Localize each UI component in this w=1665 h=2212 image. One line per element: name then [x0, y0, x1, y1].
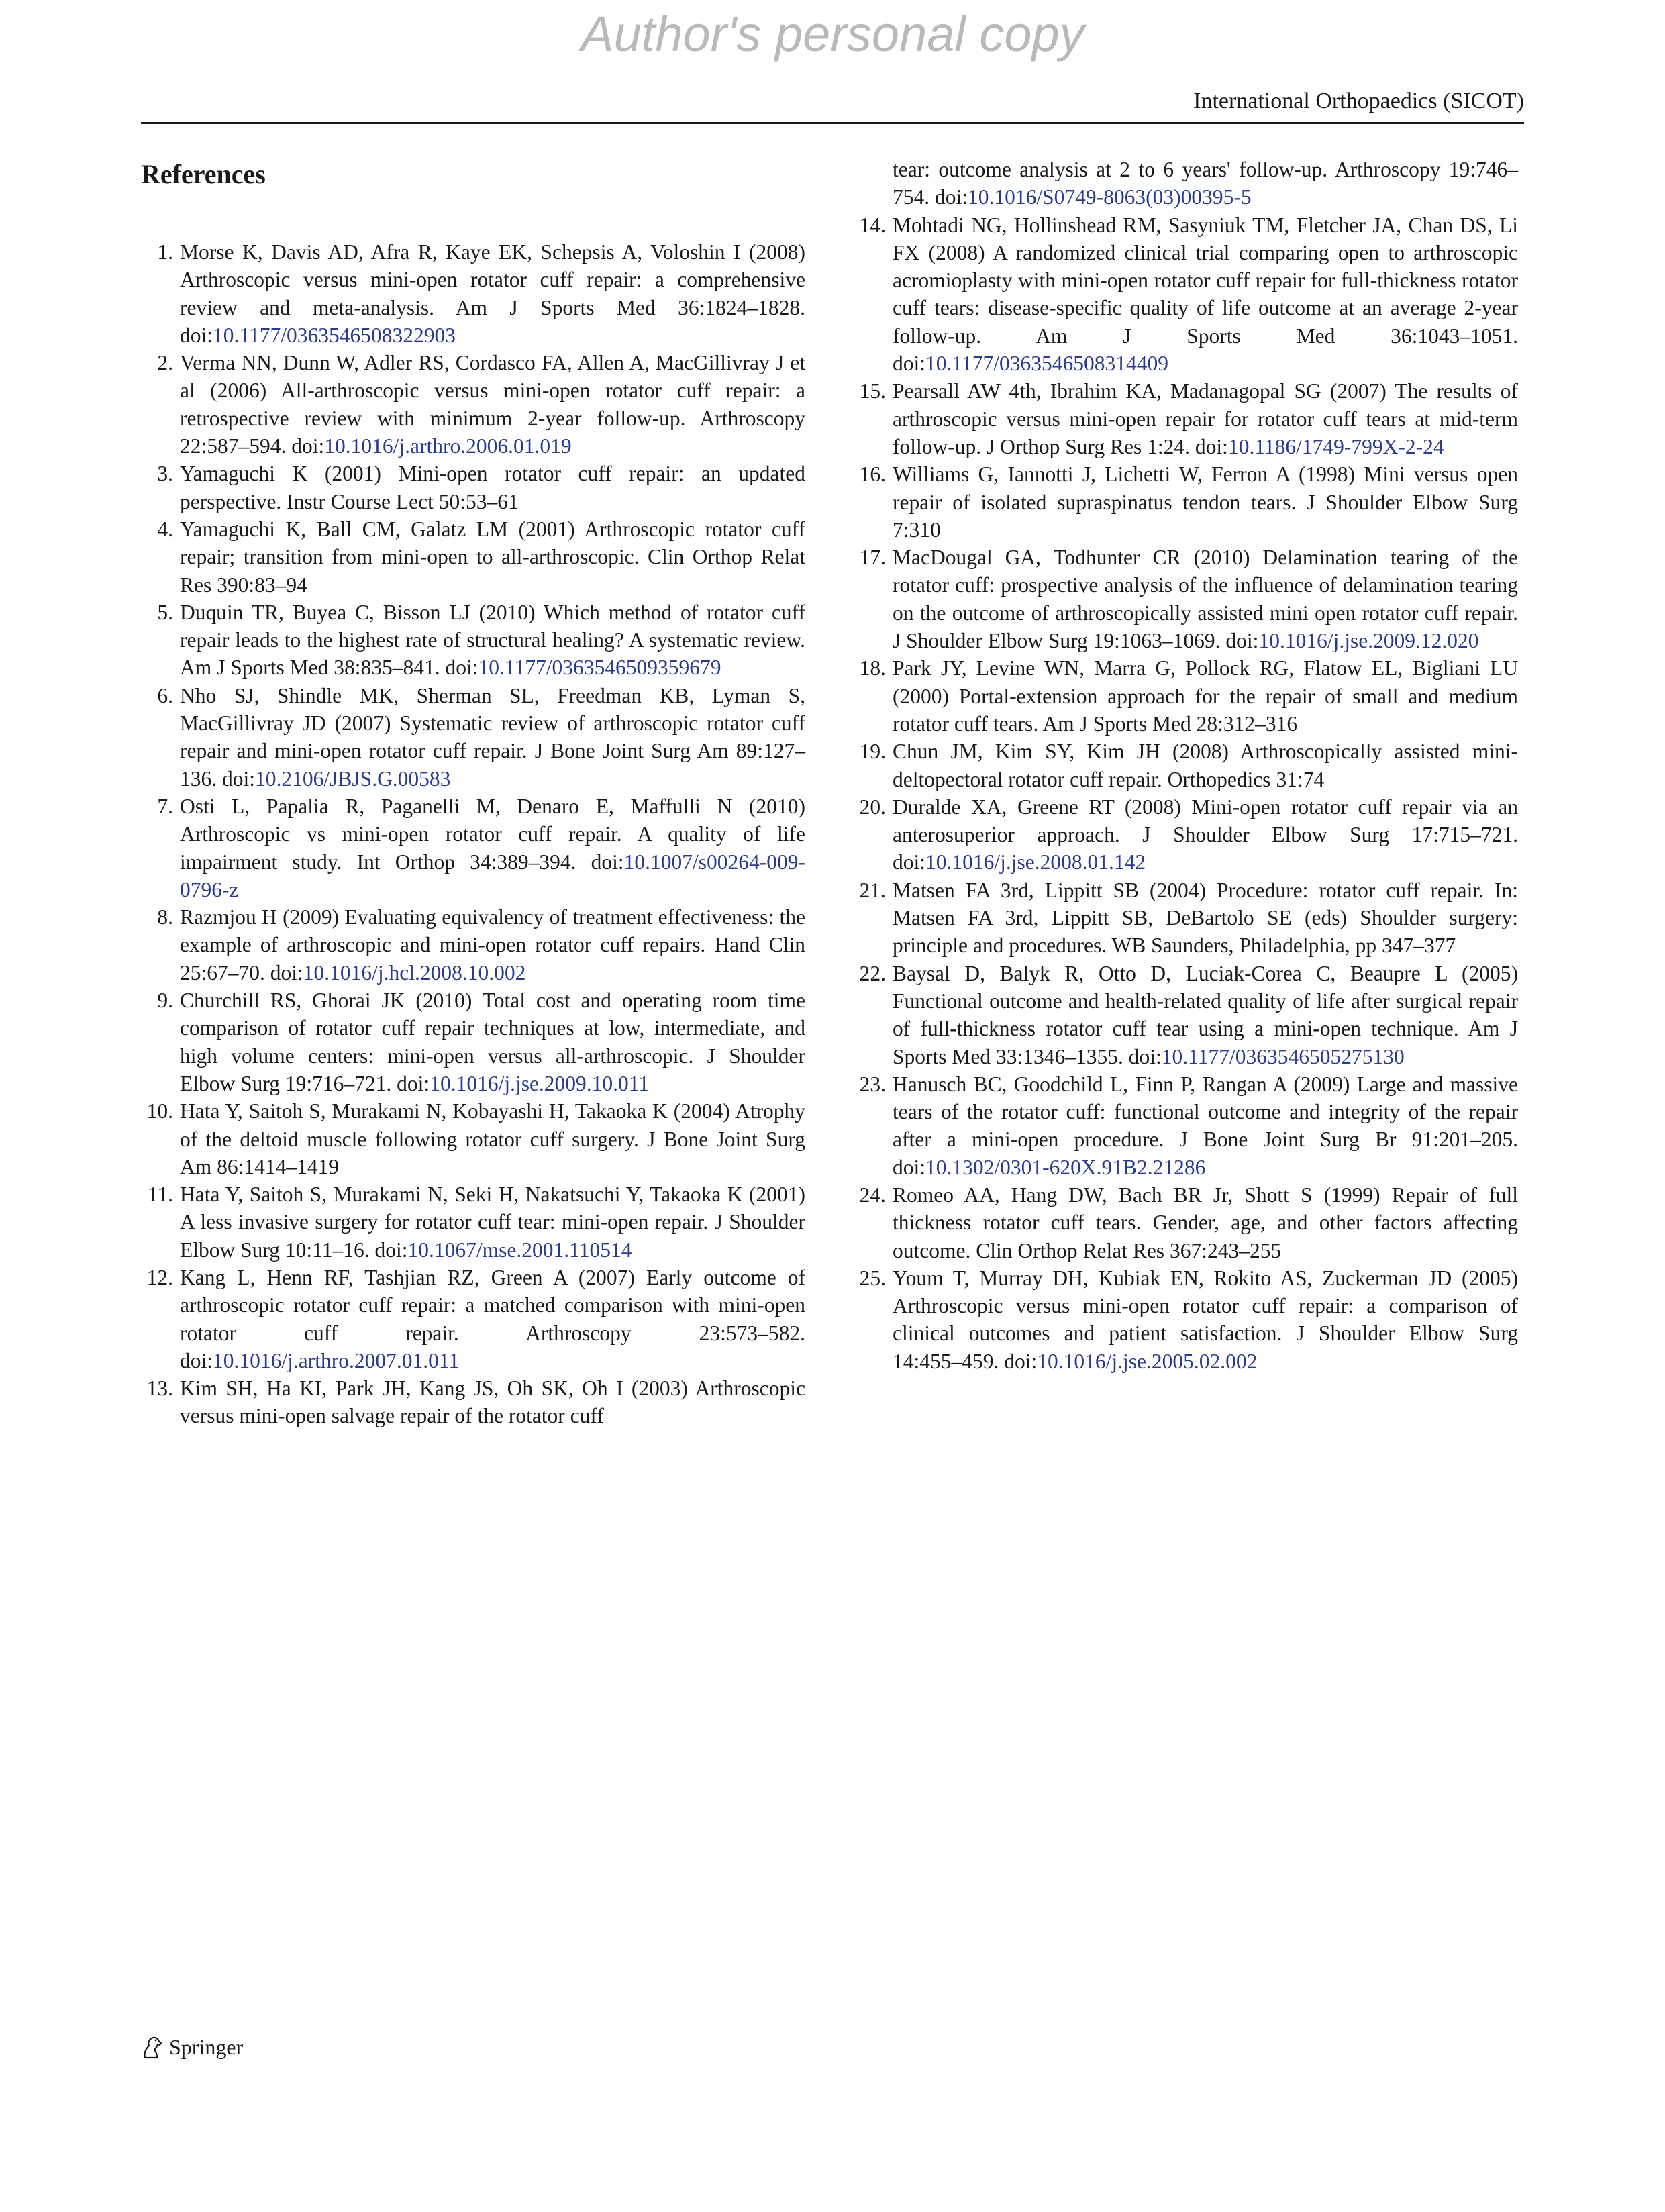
doi-link[interactable]: 10.1016/j.hcl.2008.10.002: [303, 960, 526, 985]
doi-link[interactable]: 10.1016/S0749-8063(03)00395-5: [968, 185, 1252, 209]
reference-item: [141, 903, 805, 987]
reference-text: Duralde XA, Greene RT (2008) Mini-open rotator cuff repair via an anterosuperior approach. J Shoulder Elbow Surg 17:715–721. doi:: [893, 795, 1518, 874]
watermark: Author's personal copy: [581, 6, 1084, 62]
reference-number: 1.: [157, 240, 173, 264]
reference-item: [141, 599, 805, 682]
reference-item: [854, 377, 1518, 460]
reference-text: Mohtadi NG, Hollinshead RM, Sasyniuk TM, Fletcher JA, Chan DS, Li FX (2008) A randomized clinical trial comparing open to arthroscopic acromioplasty with mini-open rotator cuff repair for full-thickness rotator cuff tears: disease-specific quality of life outcome at an average 2-year follow-up. Am J Sports Med 36:1043–1051. doi:: [893, 213, 1518, 376]
doi-link[interactable]: 10.1016/j.jse.2009.10.011: [430, 1071, 650, 1095]
publisher-name: Springer: [169, 2034, 244, 2059]
reference-item: [141, 682, 805, 793]
reference-number: 16.: [859, 462, 886, 487]
reference-number: 20.: [859, 795, 886, 819]
reference-number: 11.: [147, 1183, 173, 1207]
reference-text: Yamaguchi K (2001) Mini-open rotator cuff repair: an updated perspective. Instr Course Lect 50:53–61: [180, 462, 805, 513]
reference-continuation: [854, 156, 1518, 211]
reference-text: tear: outcome analysis at 2 to 6 years' follow-up. Arthroscopy 19:746–754. doi:: [893, 158, 1518, 209]
reference-text: Baysal D, Balyk R, Otto D, Luciak-Corea C, Beaupre L (2005) Functional outcome and health-related quality of life after surgical repair of full-thickness rotator cuff tear using a mini-open technique. Am J Sports Med 33:1346–1355. doi:: [893, 961, 1518, 1068]
doi-link[interactable]: 10.1007/s00264-009-0796-z: [180, 850, 805, 901]
reference-text: Park JY, Levine WN, Marra G, Pollock RG, Flatow EL, Bigliani LU (2000) Portal-extension approach for the repair of small and medium rotator cuff tears. Am J Sports Med 28:312–316: [893, 656, 1518, 736]
reference-text: Pearsall AW 4th, Ibrahim KA, Madanagopal SG (2007) The results of arthroscopic versus mini-open repair for rotator cuff tears at mid-term follow-up. J Orthop Surg Res 1:24. doi:: [893, 379, 1518, 458]
reference-number: 4.: [157, 517, 173, 541]
reference-item: [141, 1264, 805, 1374]
header-rule: [141, 122, 1524, 124]
reference-item: [854, 654, 1518, 738]
reference-item: [854, 1070, 1518, 1181]
reference-number: 5.: [157, 600, 173, 624]
reference-number: 9.: [157, 989, 173, 1013]
reference-number: 23.: [859, 1072, 886, 1096]
reference-text: Nho SJ, Shindle MK, Sherman SL, Freedman KB, Lyman S, MacGillivray JD (2007) Systematic review of arthroscopic rotator cuff repair and mini-open rotator cuff repair. J Bone Joint Surg Am 89:127–136. doi:: [180, 683, 805, 791]
reference-text: Chun JM, Kim SY, Kim JH (2008) Arthroscopically assisted mini-deltopectoral rotator cuff repair. Orthopedics 31:74: [893, 740, 1518, 791]
reference-number: 3.: [157, 462, 173, 486]
reference-number: 17.: [859, 546, 886, 570]
reference-number: 21.: [859, 878, 886, 902]
reference-item: [854, 738, 1518, 793]
reference-number: 24.: [859, 1183, 886, 1207]
reference-text: Razmjou H (2009) Evaluating equivalency of treatment effectiveness: the example of arthroscopic and mini-open rotator cuff repairs. Hand Clin 25:67–70. doi:: [180, 905, 805, 985]
references-heading: References: [141, 159, 266, 189]
doi-link[interactable]: 10.1177/0363546509359679: [478, 656, 721, 680]
doi-link[interactable]: 10.1016/j.jse.2008.01.142: [925, 850, 1146, 874]
reference-item: [141, 1180, 805, 1264]
doi-link[interactable]: 10.1177/0363546508314409: [925, 352, 1168, 376]
references-column-left: [141, 238, 805, 1430]
reference-text: Matsen FA 3rd, Lippitt SB (2004) Procedure: rotator cuff repair. In: Matsen FA 3rd, Lippitt SB, DeBartolo SE (eds) Shoulder surgery: principle and procedures. WB Saunders, Philadelphia, pp 347–377: [893, 878, 1518, 958]
doi-link[interactable]: 10.1016/j.arthro.2006.01.019: [324, 434, 572, 458]
reference-text: Osti L, Papalia R, Paganelli M, Denaro E, Maffulli N (2010) Arthroscopic vs mini-open rotator cuff repair. A quality of life impairment study. Int Orthop 34:389–394. doi:: [180, 794, 805, 874]
reference-item: [854, 460, 1518, 544]
reference-item: [141, 349, 805, 460]
footer: [141, 2033, 243, 2060]
reference-number: 14.: [859, 213, 886, 237]
reference-item: [854, 793, 1518, 876]
reference-item: [141, 460, 805, 515]
reference-item: [854, 1264, 1518, 1375]
reference-text: Churchill RS, Ghorai JK (2010) Total cost and operating room time comparison of rotator cuff repair techniques at low, intermediate, and high volume centers: mini-open versus all-arthroscopic. J Shoulder Elbow Surg 19:716–721. doi:: [180, 989, 805, 1095]
reference-text: Hanusch BC, Goodchild L, Finn P, Rangan A (2009) Large and massive tears of the rotator cuff: functional outcome and integrity of the repair after a mini-open procedure. J Bone Joint Surg Br 91:201–205. doi:: [893, 1072, 1518, 1179]
doi-link[interactable]: 10.1186/1749-799X-2-24: [1227, 434, 1444, 458]
springer-horse-icon: [141, 2033, 164, 2060]
doi-link[interactable]: 10.1016/j.jse.2009.12.020: [1258, 629, 1479, 653]
reference-item: [141, 987, 805, 1097]
reference-text: Williams G, Iannotti J, Lichetti W, Ferron A (1998) Mini versus open repair of isolated supraspinatus tendon tears. J Shoulder Elbow Surg 7:310: [893, 462, 1518, 542]
journal-header: International Orthopaedics (SICOT): [1193, 89, 1524, 113]
reference-item: [141, 1374, 805, 1430]
reference-text: Duquin TR, Buyea C, Bisson LJ (2010) Which method of rotator cuff repair leads to the highest rate of structural healing? A systematic review. Am J Sports Med 38:835–841. doi:: [180, 600, 805, 680]
reference-number: 13.: [146, 1376, 173, 1401]
reference-text: Morse K, Davis AD, Afra R, Kaye EK, Schepsis A, Voloshin I (2008) Arthroscopic versus mini-open rotator cuff repair: a comprehensive review and meta-analysis. Am J Sports Med 36:1824–1828. doi:: [180, 240, 805, 347]
reference-text: Verma NN, Dunn W, Adler RS, Cordasco FA, Allen A, MacGillivray J et al (2006) All-arthroscopic versus mini-open rotator cuff repair: a retrospective review with minimum 2-year follow-up. Arthroscopy 22:587–594. doi:: [180, 351, 805, 458]
reference-number: 6.: [157, 683, 173, 707]
doi-link[interactable]: 10.1067/mse.2001.110514: [407, 1238, 632, 1262]
reference-item: [141, 793, 805, 903]
reference-text: Kim SH, Ha KI, Park JH, Kang JS, Oh SK, Oh I (2003) Arthroscopic versus mini-open salvage repair of the rotator cuff: [180, 1376, 805, 1428]
reference-number: 19.: [859, 740, 886, 764]
reference-number: 25.: [859, 1266, 886, 1290]
reference-item: [141, 238, 805, 349]
reference-number: 22.: [859, 961, 886, 985]
references-column-right: [854, 156, 1518, 1375]
doi-link[interactable]: 10.2106/JBJS.G.00583: [255, 766, 451, 791]
reference-number: 15.: [859, 379, 886, 403]
doi-link[interactable]: 10.1177/0363546505275130: [1161, 1044, 1405, 1068]
reference-text: Youm T, Murray DH, Kubiak EN, Rokito AS, Zuckerman JD (2005) Arthroscopic versus mini-open rotator cuff repair: a comparison of clinical outcomes and patient satisfaction. J Shoulder Elbow Surg 14:455–459. doi:: [893, 1266, 1518, 1373]
reference-item: [854, 876, 1518, 960]
reference-number: 2.: [157, 351, 173, 375]
reference-item: [854, 1181, 1518, 1264]
reference-item: [141, 515, 805, 599]
reference-item: [854, 544, 1518, 654]
reference-text: Romeo AA, Hang DW, Bach BR Jr, Shott S (1999) Repair of full thickness rotator cuff tears. Gender, age, and other factors affecting outcome. Clin Orthop Relat Res 367:243–255: [893, 1183, 1518, 1262]
reference-number: 18.: [859, 656, 886, 681]
reference-item: [141, 1097, 805, 1180]
reference-number: 10.: [146, 1099, 173, 1123]
doi-link[interactable]: 10.1016/j.jse.2005.02.002: [1037, 1349, 1258, 1373]
reference-text: Hata Y, Saitoh S, Murakami N, Seki H, Nakatsuchi Y, Takaoka K (2001) A less invasive surgery for rotator cuff tear: mini-open repair. J Shoulder Elbow Surg 10:11–16. doi:: [180, 1183, 805, 1262]
reference-text: Yamaguchi K, Ball CM, Galatz LM (2001) Arthroscopic rotator cuff repair; transition from mini-open to all-arthroscopic. Clin Orthop Relat Res 390:83–94: [180, 517, 805, 597]
reference-number: 12.: [146, 1265, 173, 1289]
reference-text: Kang L, Henn RF, Tashjian RZ, Green A (2007) Early outcome of arthroscopic rotator cuff repair: a matched comparison with mini-open rotator cuff repair. Arthroscopy 23:573–582. doi:: [180, 1265, 805, 1372]
reference-item: [854, 211, 1518, 378]
reference-text: Hata Y, Saitoh S, Murakami N, Kobayashi H, Takaoka K (2004) Atrophy of the deltoid muscle following rotator cuff surgery. J Bone Joint Surg Am 86:1414–1419: [180, 1099, 805, 1178]
doi-link[interactable]: 10.1302/0301-620X.91B2.21286: [925, 1155, 1206, 1179]
reference-number: 8.: [157, 905, 173, 929]
reference-text: MacDougal GA, Todhunter CR (2010) Delamination tearing of the rotator cuff: prospective analysis of the influence of delamination tearing on the outcome of arthroscopically assisted mini open rotator cuff repair. J Shoulder Elbow Surg 19:1063–1069. doi:: [893, 546, 1518, 653]
reference-item: [854, 960, 1518, 1070]
doi-link[interactable]: 10.1177/0363546508322903: [213, 323, 456, 347]
reference-number: 7.: [157, 794, 173, 818]
doi-link[interactable]: 10.1016/j.arthro.2007.01.011: [213, 1348, 460, 1372]
